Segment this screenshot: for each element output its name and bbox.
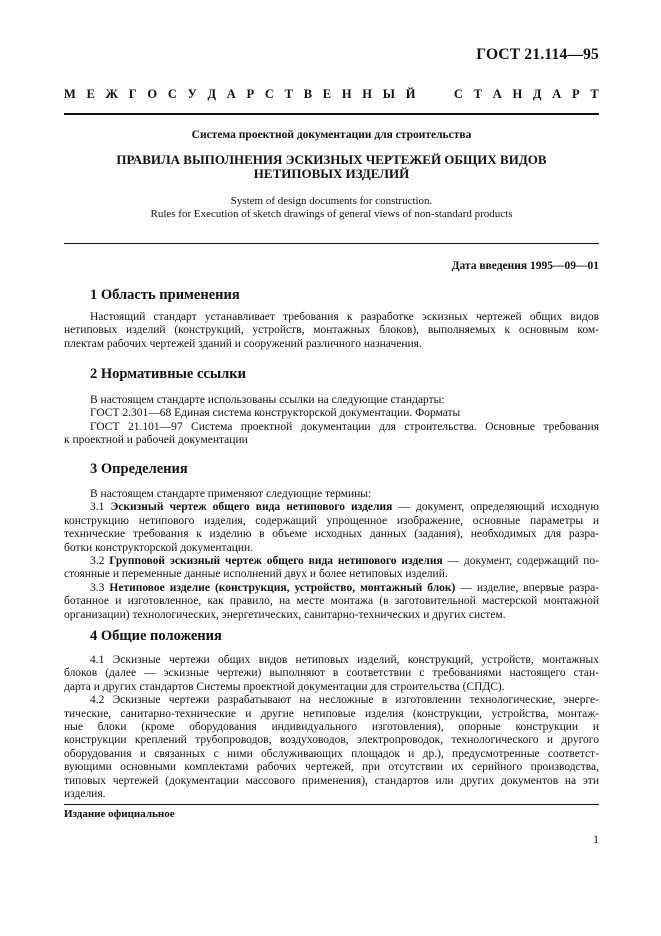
text-line: конструкцию нетипового изделия, содержащий упрощенное изображение, основные параметры и [64,514,599,527]
definition-item [64,555,599,568]
banner-letter: А [492,87,502,101]
section-heading: 2 Нормативные ссылки [90,366,246,382]
section-body [64,394,599,448]
definition-term: Эскизный чертеж общего вида нетипового изделия [110,501,393,514]
banner-letter: Н [362,87,373,101]
footer-rule [64,804,599,805]
banner-letter: Д [532,87,542,101]
page-number: 1 [593,832,599,846]
definition-text: — изделие, впервые разра- [455,581,599,594]
definition-term: Групповой эскизный чертеж общего вида нетипового изделия [109,555,443,568]
text-line: к проектной и рабочей документации [64,434,248,447]
text-line: оборудования и связанных с ними обслуживающих площадок и др.), предусмотренные соответст- [64,747,599,760]
text-line: В настоящем стандарте использованы ссылки на следующие стандарты: [90,394,445,406]
banner-letter: А [226,87,236,101]
section-body [64,654,599,801]
text-line: типовых чертежей (документации массового применения), стандартов или других документов на эти [64,774,599,787]
text-line: технические требования к изделию в объеме исходных данных (задания), необходимых для разра- [64,528,599,541]
text-line: дарта и других стандартов Системы проектной документации для строительства (СПДС). [64,680,505,693]
definition-number: 3.2 [90,555,105,568]
text-line: конструкции креплений трубопроводов, воздуховодов, электропроводок, технологического и другого [64,734,599,747]
text-line: тические, санитарно-технические и другие нетиповые изделия (конструкции, устройства, монтаж- [64,707,599,720]
system-subtitle: Система проектной документации для строительства [191,129,472,141]
english-title-line: Rules for Execution of sketch drawings of general views of non-standard products [150,207,513,220]
banner-letter: Г [128,87,137,101]
title-line: НЕТИПОВЫХ ИЗДЕЛИЙ [253,166,410,181]
definition-item [64,501,599,514]
banner-letter: Т [473,87,482,101]
banner-letter: Р [571,87,580,101]
gost-number: ГОСТ 21.114—95 [476,46,599,63]
text-line: ботанное и изготовленное, как правило, на месте монтажа (в заготовительной мастерской монтажной [64,595,599,608]
banner-letter: Ы [382,87,396,101]
banner-letter: Р [246,87,255,101]
banner-letter: М [64,87,76,101]
section-body [64,311,599,351]
english-title [64,195,599,220]
banner-letter: С [167,87,177,101]
banner-letter: Е [322,87,332,101]
header-rule [64,113,599,115]
interstate-standard-banner [64,87,599,102]
banner-letter: Т [590,87,599,101]
definition-text: — документ, содержащий по- [442,555,599,568]
title-rule [64,243,599,244]
document-title [64,153,599,181]
text-line: вующими основными комплектами рабочих чертежей, при отсутствии их серийного производства, [64,761,599,774]
section-body [64,488,599,622]
banner-letter: Н [512,87,523,101]
text-line: В настоящем стандарте применяют следующие термины: [90,488,372,500]
text-line: ботки конструкторской документации. [64,541,254,554]
banner-letter: О [147,87,158,101]
banner-letter: Т [284,87,293,101]
definition-item [64,582,599,595]
banner-letter: Е [86,87,95,101]
banner-letter: Ж [105,87,118,101]
section-heading: 4 Общие положения [90,628,222,644]
official-edition: Издание официальное [64,808,175,820]
banner-letter: Й [405,87,416,101]
text-line: плектам рабочих чертежей зданий и сооружений различного назначения. [64,337,422,350]
banner-gap [426,87,429,102]
text-line: Настоящий стандарт устанавливает требования к разработке эскизных чертежей общих видов [90,311,599,323]
text-line: 4.1 Эскизные чертежи общих видов нетиповых изделий, конструкций, устройств, монтажных [90,654,599,666]
banner-letter: С [264,87,274,101]
text-line: 4.2 Эскизные чертежи разрабатывают на несложные в изготовлении технологические, энерге- [90,694,599,707]
text-line: нетиповых изделий (конструкций, устройств, монтажных блоков), выполняемых к основным ком- [64,324,599,337]
definition-term: Нетиповое изделие (конструкция, устройство, монтажный блок) [109,581,456,594]
text-line: ные блоки (кроме оборудования индивидуального изготовления), опорные конструкции и [64,721,599,734]
definition-number: 3.3 [90,581,105,594]
banner-letter: Д [207,87,217,101]
text-line: блоков (далее — эскизные чертежи) выполняют в соответствии с требованиями настоящего стан- [64,667,599,680]
title-line: ПРАВИЛА ВЫПОЛНЕНИЯ ЭСКИЗНЫХ ЧЕРТЕЖЕЙ ОБЩИХ ВИДОВ [116,152,547,167]
text-line: изделия. [64,788,106,801]
section-heading: 3 Определения [90,461,188,477]
banner-letter: С [453,87,463,101]
introduction-date: Дата введения 1995—09—01 [451,260,599,272]
section-heading: 1 Область применения [90,287,240,303]
banner-gap [440,87,443,102]
english-title-line: System of design documents for construction. [230,195,433,207]
banner-letter: В [303,87,313,101]
reference-item: ГОСТ 2.301—68 Единая система конструкторской документации. Форматы [90,407,461,420]
banner-letter: Н [341,87,352,101]
text-line: организации) технологических, энергетических, санитарно-технических и других систем. [64,608,506,621]
banner-letter: А [552,87,562,101]
banner-letter: У [187,87,197,101]
definition-text: — документ, определяющий исходную [392,501,600,514]
reference-item: ГОСТ 21.101—97 Система проектной документации для строительства. Основные требования [90,420,599,433]
definition-number: 3.1 [90,501,105,514]
text-line: стоянные и переменные данные исполнений двух и более нетиповых изделий. [64,568,448,581]
